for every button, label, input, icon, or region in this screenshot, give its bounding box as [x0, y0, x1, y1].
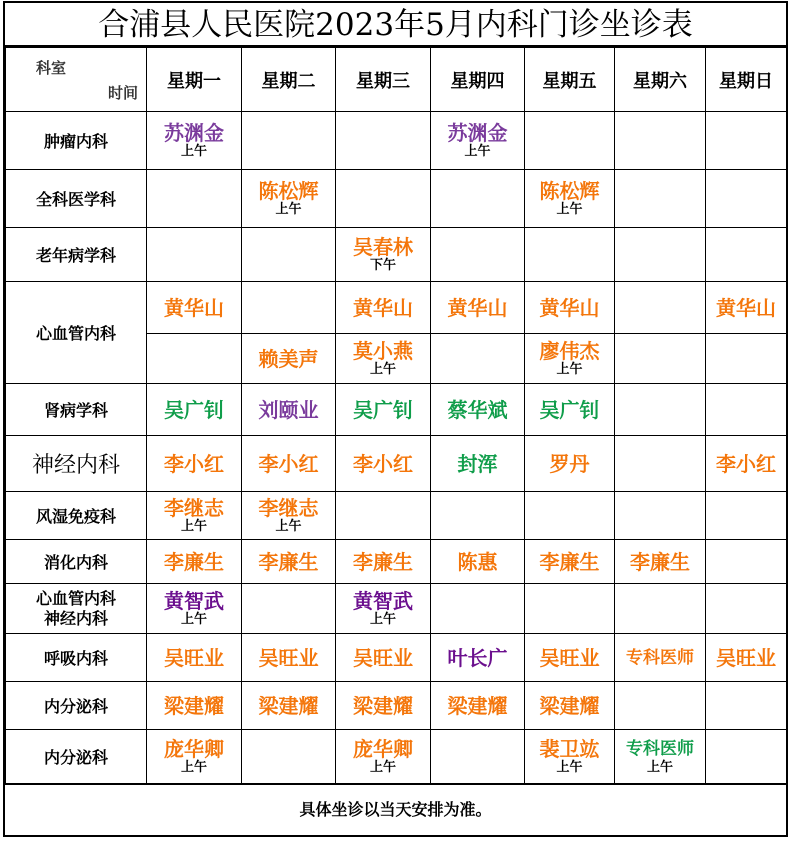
doctor-name: 吴旺业: [716, 645, 776, 670]
schedule-cell: [706, 492, 787, 540]
schedule-cell: [336, 492, 431, 540]
schedule-cell: [147, 112, 242, 170]
schedule-cell: [431, 170, 525, 228]
time-slot: 上午: [464, 144, 491, 159]
doctor-name: 苏渊金: [447, 121, 508, 145]
schedule-cell: [147, 492, 242, 540]
doctor-name: 梁建耀: [353, 693, 413, 718]
dept-cell: [6, 170, 147, 228]
dept-cell: [6, 584, 147, 634]
schedule-cell: [615, 492, 706, 540]
schedule-cell: [615, 384, 706, 436]
dept-label: 内分泌科: [43, 697, 108, 716]
dept-cell: [6, 112, 147, 170]
doctor-name: 吴旺业: [353, 645, 413, 670]
schedule-cell: [615, 634, 706, 682]
doctor-name: 廖伟杰: [539, 339, 600, 363]
schedule-cell: [336, 282, 431, 334]
schedule-cell: [431, 682, 525, 730]
doctor-name: 黄华山: [447, 295, 508, 320]
dept-cell: [6, 384, 147, 436]
table-row: [6, 170, 787, 228]
schedule-cell: [242, 492, 336, 540]
doctor-name: 罗丹: [549, 451, 590, 476]
time-slot: 上午: [556, 202, 583, 217]
time-slot: 上午: [646, 760, 673, 775]
schedule-cell: [147, 682, 242, 730]
dept-cell: [6, 634, 147, 682]
schedule-cell: [336, 436, 431, 492]
schedule-cell: [525, 682, 615, 730]
schedule-cell: [431, 730, 525, 784]
schedule-cell: [615, 334, 706, 384]
time-slot: 上午: [275, 202, 302, 217]
doctor-name: 裴卫竑: [539, 737, 600, 761]
schedule-cell: [525, 384, 615, 436]
doctor-name: 刘颐业: [258, 397, 319, 422]
schedule-cell: [525, 282, 615, 334]
table-row: [6, 540, 787, 584]
schedule-cell: [615, 584, 706, 634]
dept-label: 风湿免疫科: [35, 507, 116, 526]
schedule-cell: [147, 228, 242, 282]
schedule-cell: [147, 170, 242, 228]
doctor-name: 李小红: [716, 451, 776, 476]
doctor-name: 李廉生: [539, 549, 600, 574]
schedule-cell: [615, 730, 706, 784]
dept-cell: [6, 436, 147, 492]
doctor-name: 陈松辉: [539, 179, 600, 203]
schedule-cell: [706, 730, 787, 784]
doctor-name: 李继志: [258, 496, 319, 520]
time-slot: 上午: [275, 519, 302, 534]
schedule-cell: [525, 436, 615, 492]
schedule-cell: [525, 540, 615, 584]
dept-cell: [6, 228, 147, 282]
day-header-fri: 星期五: [525, 48, 615, 112]
dept-label: 老年病学科: [35, 246, 116, 265]
dept-label: 全科医学科: [35, 190, 116, 209]
doctor-name: 专科医师: [626, 739, 694, 759]
time-slot: 上午: [180, 612, 207, 627]
dept-label: 肾病学科: [43, 401, 108, 420]
schedule-cell: [147, 540, 242, 584]
dept-cell: [6, 540, 147, 584]
schedule-cell: [242, 540, 336, 584]
day-header-sat: 星期六: [615, 48, 706, 112]
header-row: [6, 48, 787, 112]
schedule-cell: [431, 540, 525, 584]
schedule-cell: [615, 170, 706, 228]
doctor-name: 李小红: [258, 451, 319, 476]
table-row: [6, 436, 787, 492]
schedule-cell: [615, 112, 706, 170]
schedule-cell: [242, 634, 336, 682]
doctor-name: 李廉生: [258, 549, 319, 574]
doctor-name: 吴旺业: [258, 645, 319, 670]
schedule-cell: [615, 682, 706, 730]
schedule-cell: [147, 436, 242, 492]
dept-label: 心血管内科: [35, 588, 116, 608]
dept-cell: [6, 492, 147, 540]
doctor-name: 庞华卿: [164, 737, 224, 761]
schedule-cell: [431, 228, 525, 282]
schedule-cell: [431, 634, 525, 682]
doctor-name: 梁建耀: [447, 693, 508, 718]
schedule-cell: [706, 228, 787, 282]
dept-cell: [6, 682, 147, 730]
doctor-name: 李廉生: [630, 549, 690, 574]
schedule-cell: [431, 334, 525, 384]
schedule-cell: [147, 334, 242, 384]
corner-time-label: 时间: [107, 83, 138, 102]
dept-cell: [6, 282, 147, 384]
schedule-cell: [615, 436, 706, 492]
schedule-cell: [615, 282, 706, 334]
time-slot: 上午: [556, 760, 583, 775]
schedule-cell: [242, 682, 336, 730]
schedule-cell: [525, 634, 615, 682]
schedule-cell: [336, 334, 431, 384]
table-row: [6, 492, 787, 540]
schedule-table: [5, 47, 787, 784]
table-row: [6, 112, 787, 170]
time-slot: 上午: [180, 144, 207, 159]
schedule-cell: [336, 730, 431, 784]
schedule-cell: [336, 228, 431, 282]
time-slot: 上午: [180, 519, 207, 534]
time-slot: 上午: [369, 362, 396, 377]
schedule-cell: [336, 682, 431, 730]
doctor-name: 蔡华斌: [447, 397, 508, 422]
schedule-cell: [431, 492, 525, 540]
table-row: [6, 584, 787, 634]
day-header-wed: 星期三: [336, 48, 431, 112]
schedule-cell: [242, 112, 336, 170]
doctor-name: 专科医师: [626, 647, 694, 668]
doctor-name: 赖美声: [258, 346, 319, 371]
doctor-name: 李廉生: [353, 549, 413, 574]
dept-label: 呼吸内科: [43, 649, 108, 668]
doctor-name: 苏渊金: [164, 121, 224, 145]
schedule-cell: [242, 170, 336, 228]
schedule-cell: [147, 282, 242, 334]
schedule-cell: [431, 282, 525, 334]
schedule-cell: [242, 384, 336, 436]
schedule-cell: [706, 540, 787, 584]
schedule-cell: [336, 170, 431, 228]
schedule-cell: [706, 384, 787, 436]
schedule-cell: [336, 584, 431, 634]
table-row: [6, 228, 787, 282]
schedule-cell: [706, 436, 787, 492]
schedule-cell: [242, 334, 336, 384]
table-row: [6, 730, 787, 784]
schedule-cell: [706, 682, 787, 730]
schedule-cell: [242, 228, 336, 282]
doctor-name: 陈惠: [457, 549, 498, 574]
dept-label: 内分泌科: [43, 748, 108, 767]
schedule-cell: [147, 384, 242, 436]
schedule-cell: [147, 634, 242, 682]
corner-dept-label: 科室: [36, 58, 67, 77]
doctor-name: 黄智武: [164, 589, 224, 613]
schedule-cell: [242, 282, 336, 334]
doctor-name: 莫小燕: [353, 339, 413, 363]
table-row: [6, 682, 787, 730]
page-title: 合浦县人民医院2023年5月内科门诊坐诊表: [5, 3, 786, 47]
schedule-cell: [242, 584, 336, 634]
schedule-cell: [336, 634, 431, 682]
time-slot: 上午: [556, 362, 583, 377]
dept-label: 神经内科: [31, 453, 120, 478]
doctor-name: 吴广钊: [353, 397, 413, 422]
doctor-name: 黄华山: [353, 295, 413, 320]
schedule-cell: [525, 228, 615, 282]
dept-cell: [6, 730, 147, 784]
day-header-sun: 星期日: [706, 48, 787, 112]
schedule-cell: [147, 730, 242, 784]
doctor-name: 李廉生: [164, 549, 224, 574]
doctor-name: 梁建耀: [164, 693, 224, 718]
schedule-cell: [431, 584, 525, 634]
time-slot: 下午: [369, 258, 396, 273]
schedule-cell: [336, 384, 431, 436]
doctor-name: 叶长广: [447, 645, 508, 670]
doctor-name: 吴广钊: [164, 397, 224, 422]
schedule-cell: [147, 584, 242, 634]
doctor-name: 吴旺业: [539, 645, 600, 670]
day-header-mon: 星期一: [147, 48, 242, 112]
doctor-name: 李继志: [164, 496, 224, 520]
schedule-cell: [706, 170, 787, 228]
doctor-name: 李小红: [353, 451, 413, 476]
schedule-cell: [525, 334, 615, 384]
dept-label: 肿瘤内科: [43, 132, 108, 151]
doctor-name: 陈松辉: [258, 179, 319, 203]
schedule-cell: [706, 112, 787, 170]
doctor-name: 梁建耀: [258, 693, 319, 718]
dept-label-secondary: 神经内科: [43, 608, 108, 628]
schedule-cell: [706, 634, 787, 682]
schedule-cell: [242, 436, 336, 492]
schedule-cell: [525, 170, 615, 228]
schedule-cell: [242, 730, 336, 784]
schedule-cell: [615, 228, 706, 282]
corner-header: [6, 48, 147, 112]
schedule-cell: [525, 730, 615, 784]
dept-label: 消化内科: [43, 553, 108, 572]
doctor-name: 黄华山: [164, 295, 224, 320]
time-slot: 上午: [369, 760, 396, 775]
schedule-cell: [431, 436, 525, 492]
doctor-name: 黄华山: [539, 295, 600, 320]
schedule-cell: [615, 540, 706, 584]
day-header-thu: 星期四: [431, 48, 525, 112]
schedule-cell: [431, 384, 525, 436]
dept-label: 心血管内科: [35, 324, 116, 343]
doctor-name: 吴广钊: [539, 397, 600, 422]
schedule-cell: [525, 112, 615, 170]
schedule-cell: [431, 112, 525, 170]
table-row: [6, 282, 787, 334]
doctor-name: 黄华山: [716, 295, 776, 320]
doctor-name: 梁建耀: [539, 693, 600, 718]
doctor-name: 吴春林: [353, 235, 413, 259]
schedule-cell: [706, 334, 787, 384]
schedule-cell: [336, 112, 431, 170]
doctor-name: 李小红: [164, 451, 224, 476]
doctor-name: 吴旺业: [164, 645, 224, 670]
schedule-cell: [706, 584, 787, 634]
day-header-tue: 星期二: [242, 48, 336, 112]
table-row: [6, 634, 787, 682]
schedule-sheet: [3, 1, 788, 837]
doctor-name: 庞华卿: [353, 737, 413, 761]
table-row: [6, 384, 787, 436]
schedule-cell: [336, 540, 431, 584]
schedule-cell: [525, 492, 615, 540]
doctor-name: 封浑: [457, 451, 498, 476]
footer-note: 具体坐诊以当天安排为准。: [5, 783, 786, 835]
doctor-name: 黄智武: [353, 589, 413, 613]
time-slot: 上午: [369, 612, 396, 627]
time-slot: 上午: [180, 760, 207, 775]
schedule-cell: [525, 584, 615, 634]
schedule-cell: [706, 282, 787, 334]
